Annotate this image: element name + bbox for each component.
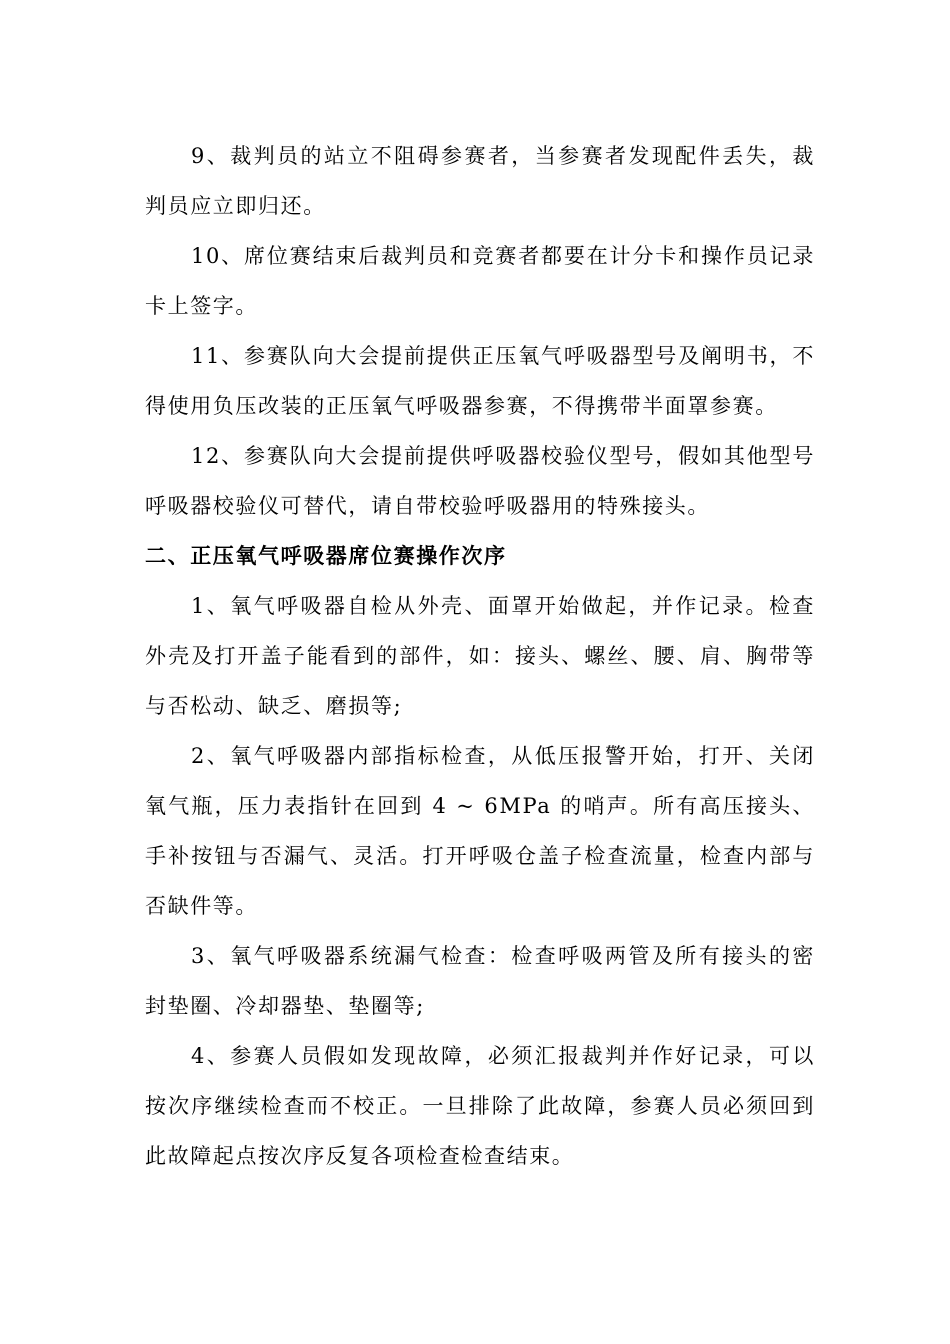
paragraph-step-3: 3、氧气呼吸器系统漏气检查：检查呼吸两管及所有接头的密封垫圈、冷却器垫、垫圈等; <box>145 944 815 1018</box>
paragraph-rule-11: 11、参赛队向大会提前提供正压氧气呼吸器型号及阐明书，不得使用负压改装的正压氧气呼吸器参赛，不得携带半面罩参赛。 <box>145 344 815 418</box>
paragraph-step-1: 1、氧气呼吸器自检从外壳、面罩开始做起，并作记录。检查外壳及打开盖子能看到的部件，如：接头、螺丝、腰、肩、胸带等与否松动、缺乏、磨损等; <box>145 594 815 718</box>
paragraph-rule-10: 10、席位赛结束后裁判员和竞赛者都要在计分卡和操作员记录卡上签字。 <box>145 244 815 318</box>
paragraph-step-4: 4、参赛人员假如发现故障，必须汇报裁判并作好记录，可以按次序继续检查而不校正。一旦排除了此故障，参赛人员必须回到此故障起点按次序反复各项检查检查结束。 <box>145 1044 815 1168</box>
paragraph-rule-9: 9、裁判员的站立不阻碍参赛者，当参赛者发现配件丢失，裁判员应立即归还。 <box>145 144 815 218</box>
paragraph-rule-12: 12、参赛队向大会提前提供呼吸器校验仪型号，假如其他型号呼吸器校验仪可替代，请自带校验呼吸器用的特殊接头。 <box>145 444 815 518</box>
section-heading: 二、正压氧气呼吸器席位赛操作次序 <box>145 544 507 568</box>
document-body <box>145 131 815 1181</box>
paragraph-step-2: 2、氧气呼吸器内部指标检查，从低压报警开始，打开、关闭氧气瓶，压力表指针在回到 4 ~ 6MPa 的哨声。所有高压接头、手补按钮与否漏气、灵活。打开呼吸仓盖子检查流量，检查内部与否缺件等。 <box>145 744 815 918</box>
